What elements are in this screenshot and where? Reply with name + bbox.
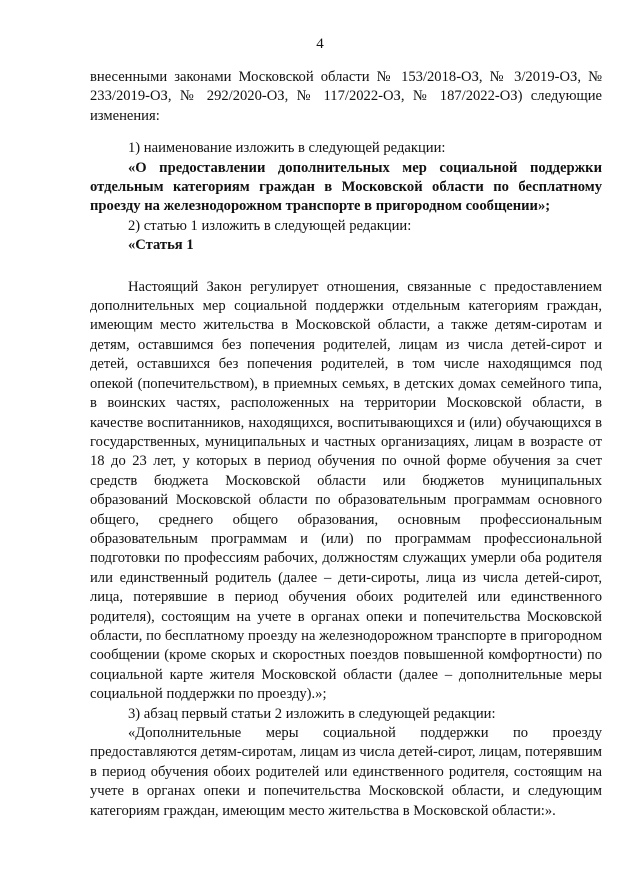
law-title-text: «О предоставлении дополнительных мер социальной поддержки отдельным категориям граждан в Московской области по бесплатному проезду на железнодорожном транспорте в пригородном сообщении»; — [90, 159, 602, 215]
document-body — [90, 68, 602, 821]
page-number: 4 — [316, 36, 324, 52]
article-2-text: «Дополнительные меры социальной поддержки по проезду предоставляются детям-сиротам, лицам из числа детей-сирот, лицам, потерявшим в период обучения обоих родителей или единственного родителя, состоящим на учете в органах опеки и попечительства Московской области, и следующим категориям граждан, имеющим место жительства в Московской области:». — [90, 725, 603, 819]
intro-paragraph: внесенными законами Московской области № 153/2018-ОЗ, № 3/2019-ОЗ, № 233/2019-ОЗ, № 292/2020-ОЗ, № 117/2022-ОЗ, № 187/2022-ОЗ) следующие изменения: — [90, 69, 602, 124]
article-1-text: Настоящий Закон регулирует отношения, связанные с предоставлением дополнительных мер социальной поддержки отдельным категориям граждан, имеющим место жительства в Московской области, а также детям-сиротам и детям, оставшимся без попечения родителей, лицам из числа детей-сирот и детей, оставшихся без попечения родителей, в том числе находящимся под опекой (попечительством), в приемных семьях, в детских домах семейного типа, в воинских частях, расположенных на территории Московской области, в качестве воспитанников, находящихся, воспитывающихся и (или) обучающихся в государственных, муниципальных и частных организациях, лицам в возрасте от 18 до 23 лет, у которых в период обучения по очной форме обучения за счет средств бюджета Московской области или бюджетов муниципальных образований Московской области по образовательным программам основного общего, среднего общего образования, основным профессиональным образовательным программам и (или) по программам профессиональной подготовки по профессиям рабочих, должностям служащих умерли оба родителя или единственный родитель (далее – дети-сироты, лица из числа детей-сирот, лица, потерявшие в период обучения обоих родителей или единственного родителя), состоящим на учете в органах опеки и попечительства Московской области, по бесплатному проезду на железнодорожном транспорте в пригородном сообщении (кроме скорых и скоростных поездов повышенной комфортности) по социальной карте жителя Московской области (далее – дополнительные меры социальной поддержки по проезду).»; — [90, 278, 602, 703]
amendment-item-1: 1) наименование изложить в следующей редакции: — [128, 140, 446, 157]
amendment-item-2: 2) статью 1 изложить в следующей редакции: — [128, 217, 412, 234]
article-heading: «Статья 1 — [128, 237, 194, 254]
amendment-item-3: 3) абзац первый статьи 2 изложить в следующей редакции: — [128, 705, 496, 722]
